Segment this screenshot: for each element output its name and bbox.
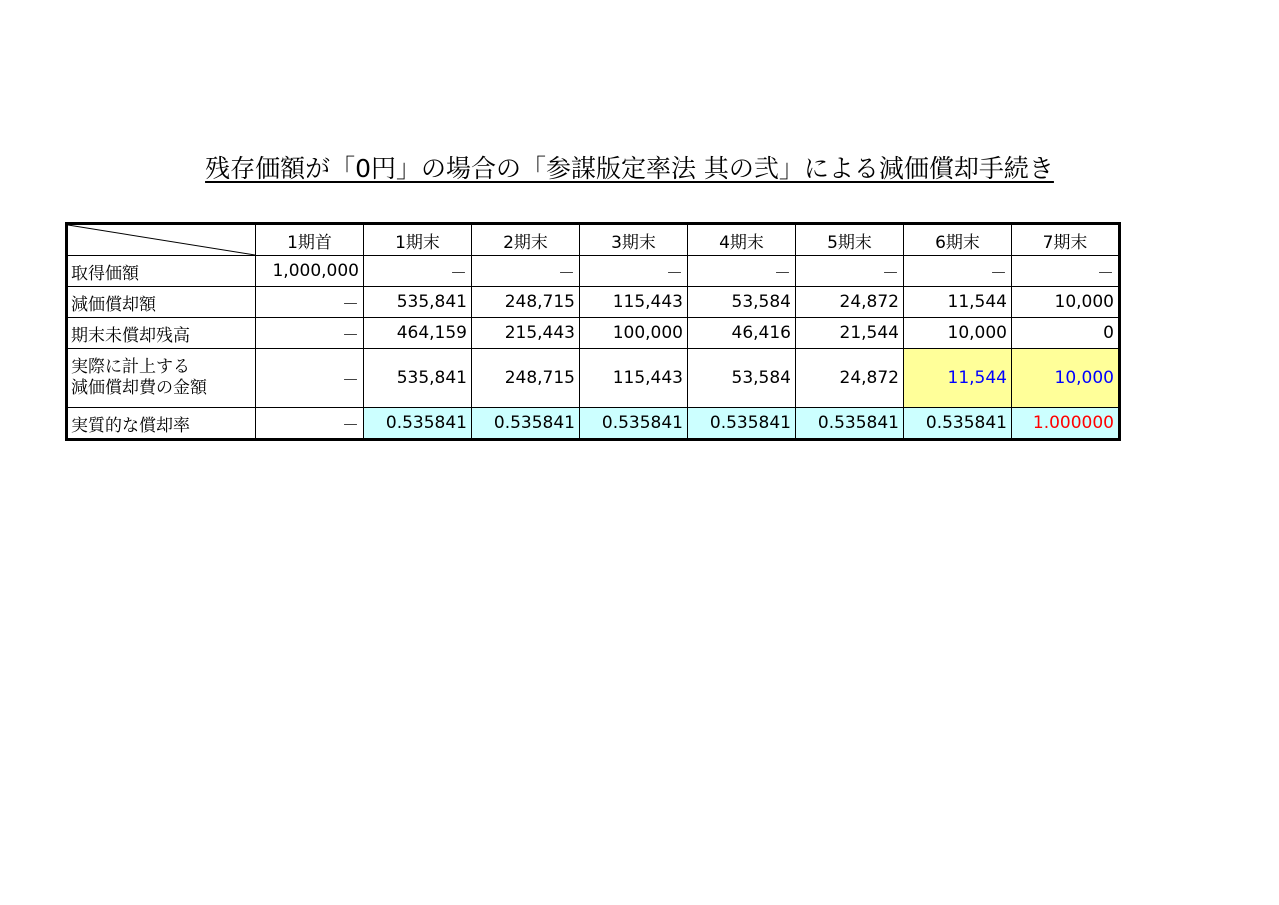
column-header: 1期首 xyxy=(256,224,364,256)
header-row xyxy=(67,224,1120,256)
table-cell: － xyxy=(256,349,364,408)
table-cell: 248,715 xyxy=(472,287,580,318)
column-header: 4期末 xyxy=(688,224,796,256)
table-cell: － xyxy=(1012,256,1120,287)
table-cell: 535,841 xyxy=(364,287,472,318)
highlighted-cell: 1.000000 xyxy=(1012,408,1120,440)
row-label: 実質的な償却率 xyxy=(67,408,256,440)
table-cell: － xyxy=(472,256,580,287)
column-header: 6期末 xyxy=(904,224,1012,256)
table-cell: 11,544 xyxy=(904,287,1012,318)
table-cell: － xyxy=(796,256,904,287)
table-row xyxy=(67,256,1120,287)
table-cell: － xyxy=(364,256,472,287)
highlighted-cell: 0.535841 xyxy=(688,408,796,440)
table-cell: 24,872 xyxy=(796,349,904,408)
table-cell: 1,000,000 xyxy=(256,256,364,287)
table-cell: － xyxy=(580,256,688,287)
highlighted-cell: 0.535841 xyxy=(472,408,580,440)
column-header: 7期末 xyxy=(1012,224,1120,256)
highlighted-cell: 11,544 xyxy=(904,349,1012,408)
table-cell: 464,159 xyxy=(364,318,472,349)
page-title: 残存価額が「0円」の場合の「参謀版定率法 其の弐」による減価償却手続き xyxy=(205,154,1054,183)
table-cell: － xyxy=(256,287,364,318)
table-cell: 24,872 xyxy=(796,287,904,318)
depreciation-table xyxy=(65,222,1121,441)
table-cell: － xyxy=(904,256,1012,287)
table-cell: 215,443 xyxy=(472,318,580,349)
table-cell: 10,000 xyxy=(1012,287,1120,318)
column-header: 3期末 xyxy=(580,224,688,256)
column-header: 5期末 xyxy=(796,224,904,256)
table-cell: － xyxy=(256,318,364,349)
table-cell: 46,416 xyxy=(688,318,796,349)
table-cell: 10,000 xyxy=(904,318,1012,349)
row-label-line: 減価償却費の金額 xyxy=(71,378,207,398)
table-row xyxy=(67,318,1120,349)
table-cell: 100,000 xyxy=(580,318,688,349)
table-cell: 115,443 xyxy=(580,349,688,408)
table-row xyxy=(67,349,1120,408)
column-header: 1期末 xyxy=(364,224,472,256)
table-cell: 21,544 xyxy=(796,318,904,349)
table-cell: 0 xyxy=(1012,318,1120,349)
corner-cell xyxy=(67,224,256,256)
row-label: 期末未償却残高 xyxy=(67,318,256,349)
column-header: 2期末 xyxy=(472,224,580,256)
row-label: 減価償却額 xyxy=(67,287,256,318)
diagonal-line xyxy=(68,225,255,255)
highlighted-cell: 0.535841 xyxy=(364,408,472,440)
table-cell: 53,584 xyxy=(688,287,796,318)
table-cell: － xyxy=(256,408,364,440)
table-cell: － xyxy=(688,256,796,287)
highlighted-cell: 0.535841 xyxy=(904,408,1012,440)
table-row xyxy=(67,287,1120,318)
row-label xyxy=(67,349,256,408)
row-label: 取得価額 xyxy=(67,256,256,287)
row-label-line: 実際に計上する xyxy=(71,357,190,377)
highlighted-cell: 10,000 xyxy=(1012,349,1120,408)
table-cell: 53,584 xyxy=(688,349,796,408)
highlighted-cell: 0.535841 xyxy=(580,408,688,440)
table-cell: 535,841 xyxy=(364,349,472,408)
table-cell: 115,443 xyxy=(580,287,688,318)
highlighted-cell: 0.535841 xyxy=(796,408,904,440)
table-cell: 248,715 xyxy=(472,349,580,408)
table-row xyxy=(67,408,1120,440)
